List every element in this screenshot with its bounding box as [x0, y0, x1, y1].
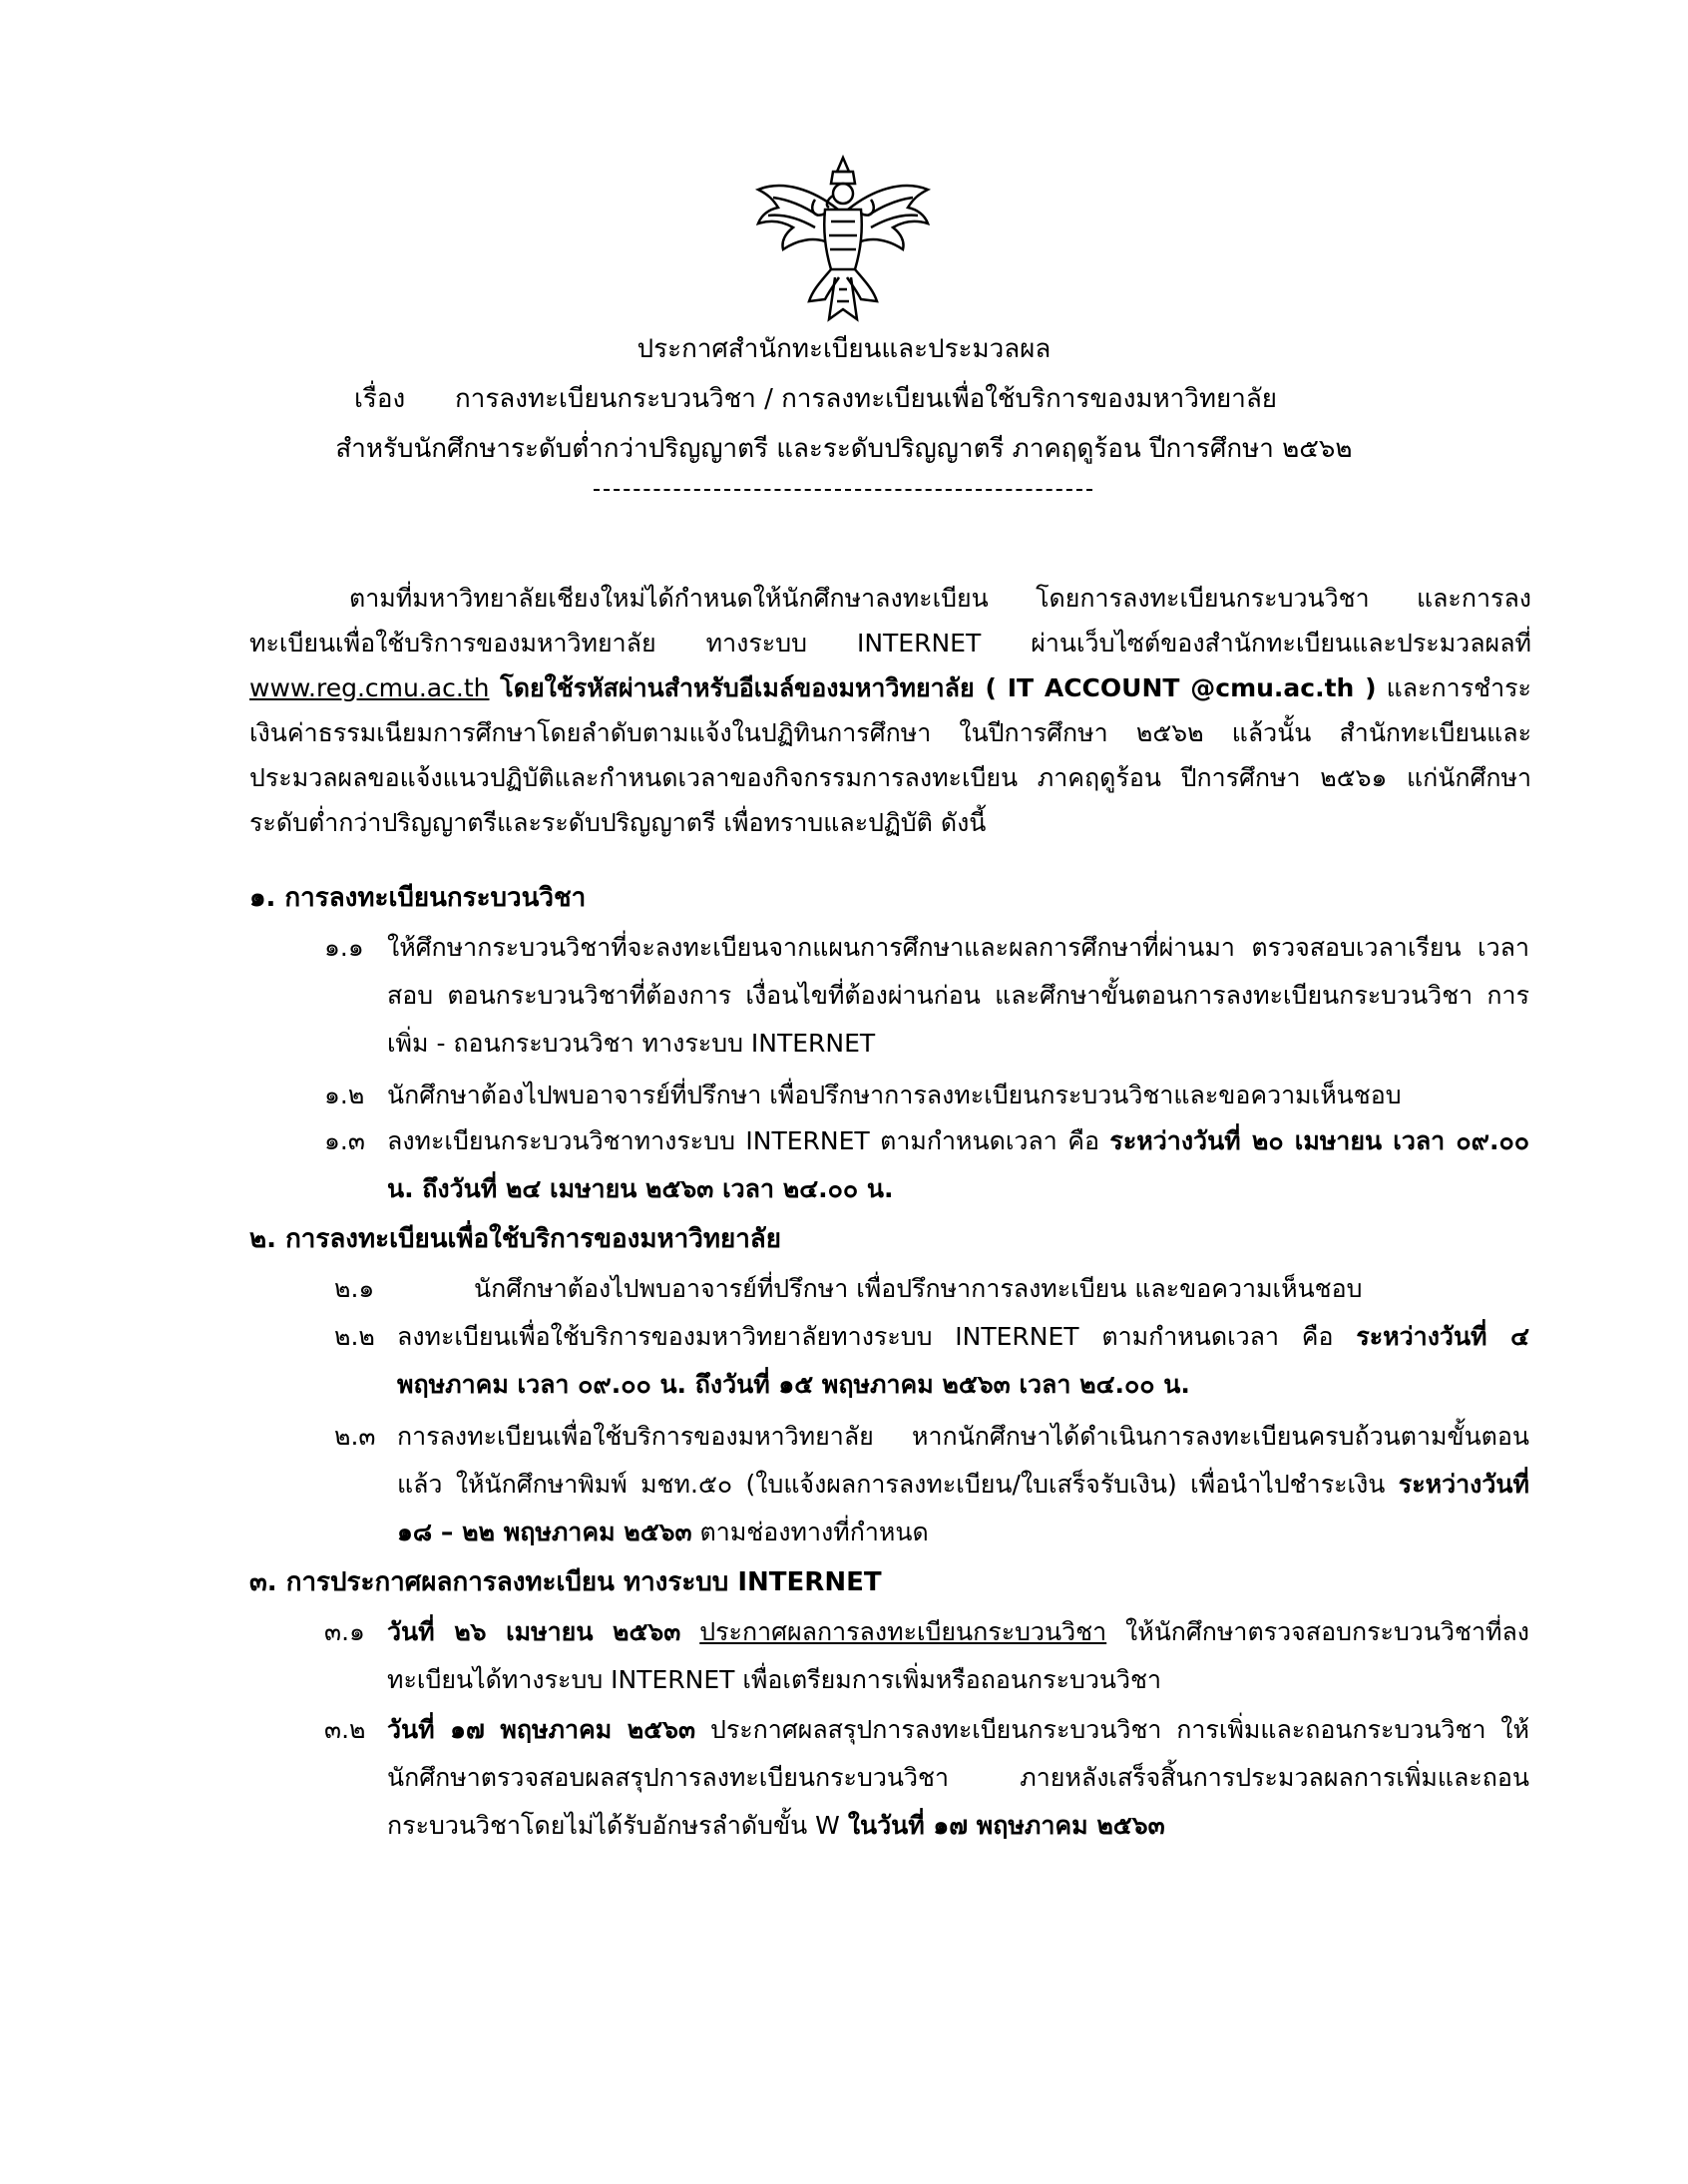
announcement-date-2: วันที่ ๑๗ พฤษภาคม ๒๕๖๓	[387, 1715, 696, 1744]
item-text: นักศึกษาต้องไปพบอาจารย์ที่ปรึกษา เพื่อปรึกษาการลงทะเบียนกระบวนวิชาและขอความเห็นชอบ	[387, 1081, 1402, 1109]
subject-label: เรื่อง	[354, 384, 406, 414]
item-text	[397, 1413, 1529, 1556]
reg-website-link[interactable]: www.reg.cmu.ac.th	[249, 673, 490, 702]
subject-title: การลงทะเบียนกระบวนวิชา / การลงทะเบียนเพื่อใช้บริการของมหาวิทยาลัย	[455, 384, 1278, 414]
item-number: ๒.๒	[334, 1322, 375, 1351]
item-text	[397, 1313, 1529, 1409]
item-text	[387, 1117, 1529, 1213]
item-text-regular: ลงทะเบียนกระบวนวิชาทางระบบ INTERNET ตามกำหนดเวลา คือ	[387, 1126, 1110, 1155]
item-text	[387, 1706, 1529, 1850]
service-registration-period: ระหว่างวันที่ ๔ พฤษภาคม เวลา ๐๙.๐๐ น. ถึงวันที่ ๑๕ พฤษภาคม ๒๕๖๓ เวลา ๒๔.๐๐ น.	[397, 1322, 1529, 1399]
item-text: ให้ศึกษากระบวนวิชาที่จะลงทะเบียนจากแผนการศึกษาและผลการศึกษาที่ผ่านมา ตรวจสอบเวลาเรียน เวลาสอบ ตอนกระบวนวิชาที่ต้องการ เงื่อนไขที่ต้องผ่านก่อน และศึกษาขั้นตอนการลงทะเบียนกระบวนวิชา การเพิ่ม - ถอนกระบวนวิชา ทางระบบ INTERNET	[387, 933, 1529, 1058]
item-text-regular: การลงทะเบียนเพื่อใช้บริการของมหาวิทยาลัย หากนักศึกษาได้ดำเนินการลงทะเบียนครบถ้วนตามขั้นตอนแล้ว ให้นักศึกษาพิมพ์ มชท.๕๐ (ใบแจ้งผลการลงทะเบียน/ใบเสร็จรับเงิน) เพื่อนำไปชำระเงิน	[397, 1422, 1529, 1499]
item-number: ๓.๒	[324, 1715, 366, 1744]
section-2-title: ๒. การลงทะเบียนเพื่อใช้บริการของมหาวิทยาลัย	[249, 1224, 781, 1254]
registration-period: ระหว่างวันที่ ๒๐ เมษายน เวลา ๐๙.๐๐ น. ถึงวันที่ ๒๔ เมษายน ๒๕๖๓ เวลา ๒๔.๐๐ น.	[387, 1126, 1529, 1203]
w-grade-date: ในวันที่ ๑๗ พฤษภาคม ๒๕๖๓	[847, 1811, 1165, 1840]
intro-paragraph	[249, 576, 1531, 845]
section-1-title: ๑. การลงทะเบียนกระบวนวิชา	[249, 883, 587, 913]
announcement-date-1: วันที่ ๒๖ เมษายน ๒๕๖๓	[387, 1617, 681, 1646]
intro-text-1: ตามที่มหาวิทยาลัยเชียงใหม่ได้กำหนดให้นักศึกษาลงทะเบียน โดยการลงทะเบียนกระบวนวิชา และการลงทะเบียนเพื่อใช้บริการของมหาวิทยาลัย ทางระบบ INTERNET ผ่านเว็บไซต์ของสำนักทะเบียนและประมวลผลที่	[249, 584, 1531, 657]
item-number: ๒.๑	[334, 1274, 375, 1303]
item-number: ๒.๓	[334, 1422, 376, 1451]
item-number: ๓.๑	[324, 1617, 365, 1646]
intro-text-2: และการชำระเงินค่าธรรมเนียมการศึกษาโดยลำดับตามแจ้งในปฏิทินการศึกษา ในปีการศึกษา ๒๕๖๒ แล้วนั้น สำนักทะเบียนและประมวลผลขอแจ้งแนวปฏิบัติและกำหนดเวลาของกิจกรรมการลงทะเบียน ภาคฤดูร้อน ปีการศึกษา ๒๕๖๑ แก่นักศึกษาระดับต่ำกว่าปริญญาตรีและระดับปริญญาตรี เพื่อทราบและปฏิบัติ ดังนี้	[249, 673, 1531, 837]
item-number: ๑.๑	[324, 933, 364, 962]
intro-account-note: โดยใช้รหัสผ่านสำหรับอีเมล์ของมหาวิทยาลัย ( IT ACCOUNT @cmu.ac.th )	[489, 673, 1377, 702]
item-text	[387, 1608, 1529, 1704]
payment-period: ระหว่างวันที่ ๑๘ – ๒๒ พฤษภาคม ๒๕๖๓	[397, 1470, 1529, 1546]
item-text-regular: ให้นักศึกษาตรวจสอบกระบวนวิชาที่ลงทะเบียนได้ทางระบบ INTERNET เพื่อเตรียมการเพิ่มหรือถอนกระบวนวิชา	[387, 1617, 1529, 1694]
section-3-title: ๓. การประกาศผลการลงทะเบียน ทางระบบ INTERNET	[249, 1567, 882, 1597]
header-divider	[594, 489, 1092, 491]
announcement-scope: สำหรับนักศึกษาระดับต่ำกว่าปริญญาตรี และระดับปริญญาตรี ภาคฤดูร้อน ปีการศึกษา ๒๕๖๒	[335, 434, 1353, 464]
result-announcement-title: ประกาศผลการลงทะเบียนกระบวนวิชา	[699, 1617, 1107, 1646]
announcement-heading: ประกาศสำนักทะเบียนและประมวลผล	[636, 334, 1052, 364]
item-number: ๑.๒	[324, 1081, 365, 1109]
item-text-regular: ประกาศผลสรุปการลงทะเบียนกระบวนวิชา การเพิ่มและถอนกระบวนวิชา ให้นักศึกษาตรวจสอบผลสรุปการลงทะเบียนกระบวนวิชา ภายหลังเสร็จสิ้นการประมวลผลการเพิ่มและถอนกระบวนวิชาโดยไม่ได้รับอักษรลำดับขั้น W	[387, 1715, 1529, 1840]
item-number: ๑.๓	[324, 1126, 365, 1155]
item-text-regular: ลงทะเบียนเพื่อใช้บริการของมหาวิทยาลัยทางระบบ INTERNET ตามกำหนดเวลา คือ	[397, 1322, 1357, 1351]
item-text: นักศึกษาต้องไปพบอาจารย์ที่ปรึกษา เพื่อปรึกษาการลงทะเบียน และขอความเห็นชอบ	[474, 1274, 1363, 1303]
item-text-after: ตามช่องทางที่กำหนด	[691, 1518, 929, 1546]
garuda-emblem-icon	[743, 150, 943, 324]
